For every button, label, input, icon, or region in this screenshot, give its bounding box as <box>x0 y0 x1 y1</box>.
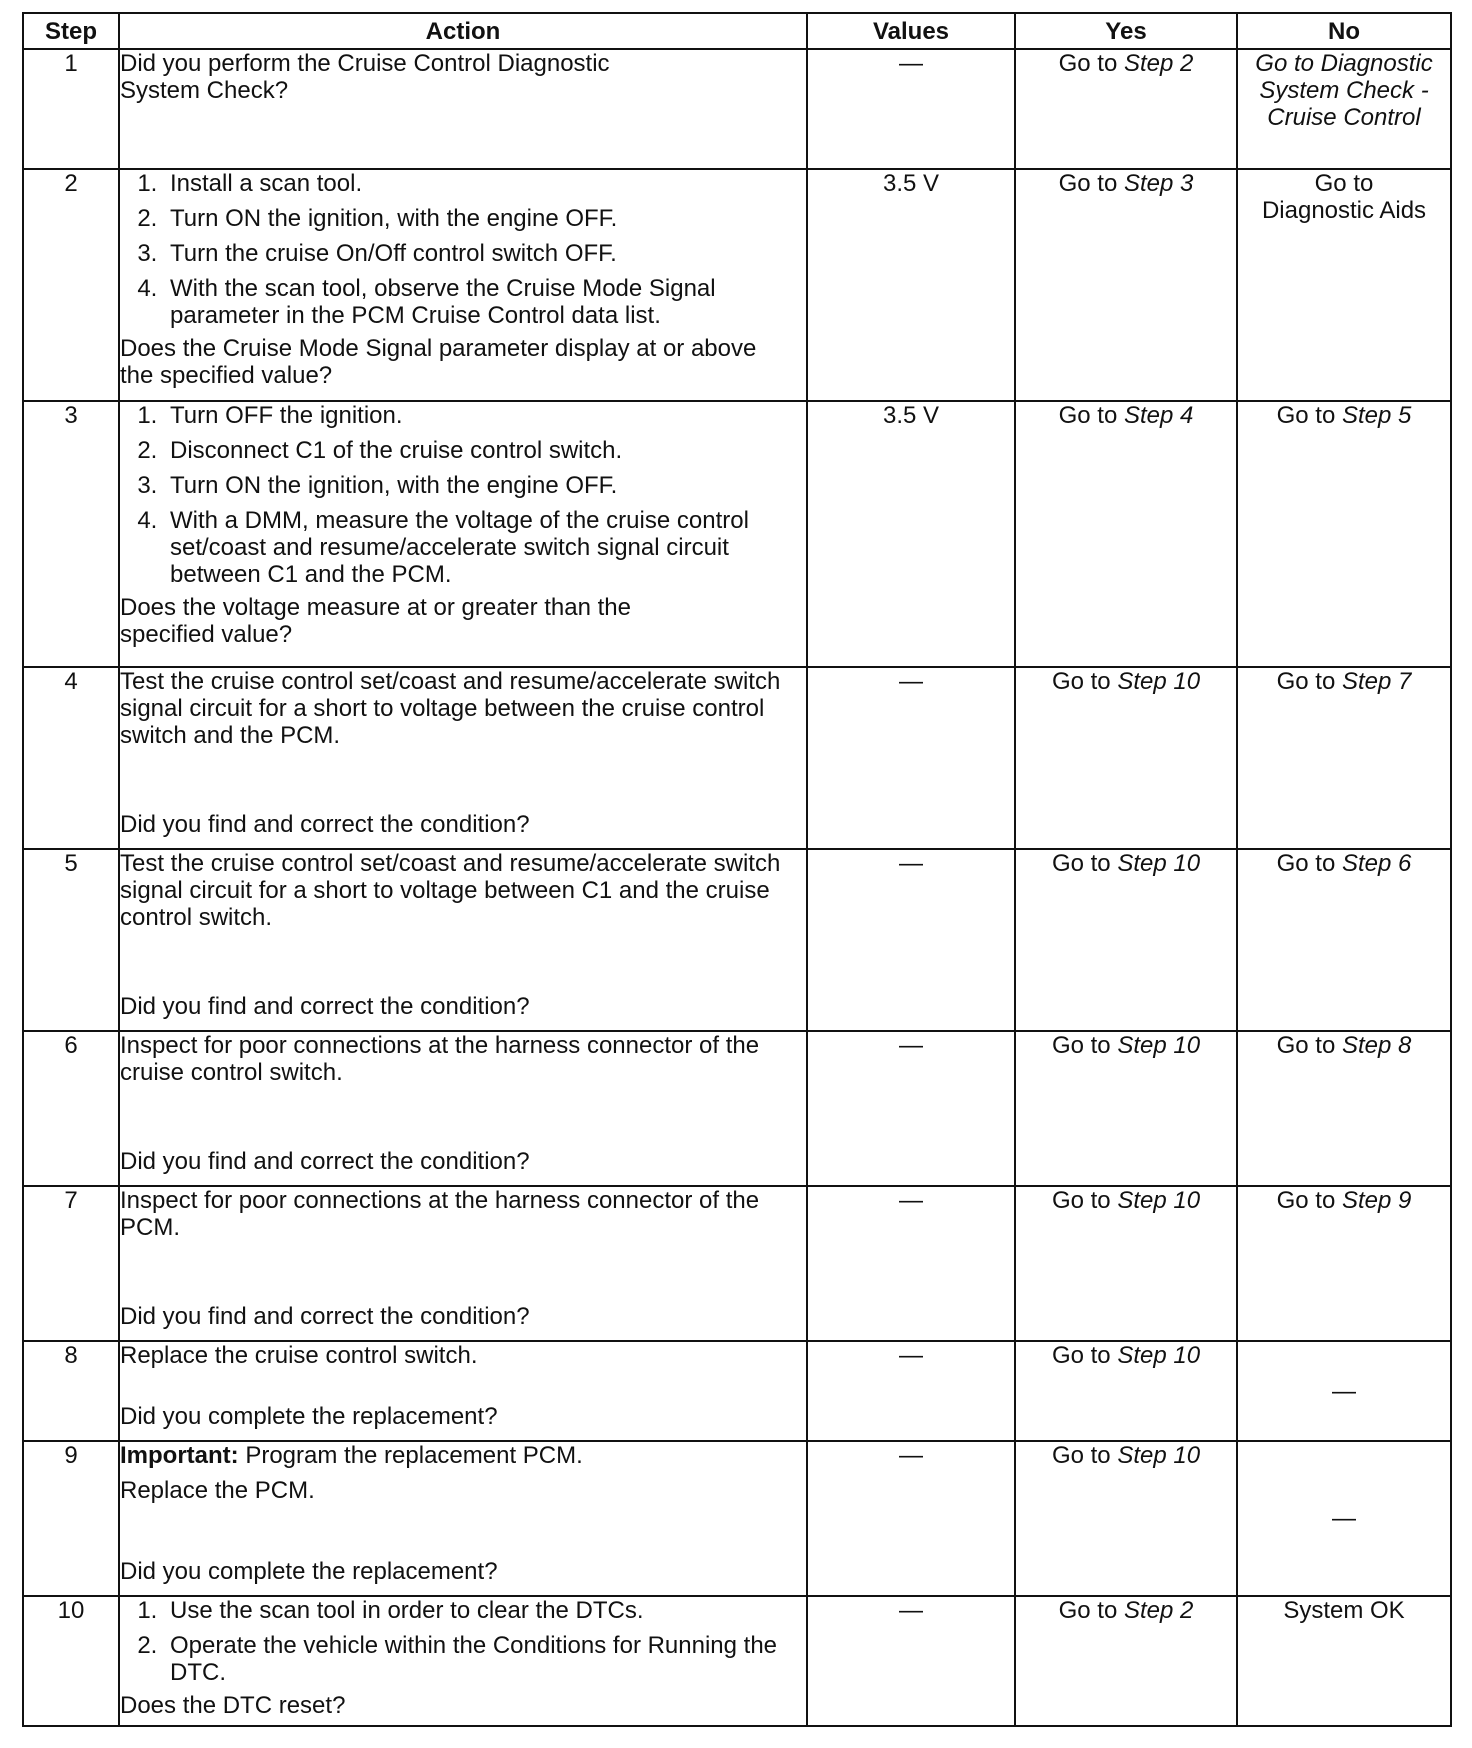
action-question: Did you complete the replacement? <box>120 1558 498 1585</box>
action-question: Does the DTC reset? <box>120 1692 346 1719</box>
yes-cell <box>1015 169 1237 401</box>
action-content <box>120 1187 806 1330</box>
action-text: Test the cruise control set/coast and resume/accelerate switch signal circuit for a short to voltage between C1 and the cruise control switch. <box>120 850 781 931</box>
yes-step-ref: Step 10 <box>1117 1442 1201 1469</box>
action-text: Inspect for poor connections at the harness connector of the cruise control switch. <box>120 1032 760 1086</box>
table-row <box>23 1596 1451 1726</box>
value-cell: 3.5 V <box>807 169 1015 401</box>
action-step: 2. Turn ON the ignition, with the engine OFF. <box>164 205 806 232</box>
table-row <box>23 1441 1451 1596</box>
action-question: Did you find and correct the condition? <box>120 1148 530 1175</box>
yes-cell <box>1015 849 1237 1031</box>
action-steps <box>120 402 806 588</box>
step-number: 8 <box>23 1341 119 1441</box>
no-step-ref: Step 7 <box>1341 668 1412 695</box>
yes-step-ref: Step 2 <box>1123 1597 1194 1624</box>
action-content <box>120 1442 806 1585</box>
action-cell <box>119 667 807 849</box>
go-to-label: Go to <box>1276 850 1336 877</box>
action-question: Does the voltage measure at or greater than the specified value? <box>120 594 631 648</box>
header-yes: Yes <box>1015 13 1237 49</box>
value-cell: — <box>807 1186 1015 1341</box>
action-text: Did you perform the Cruise Control Diagnostic System Check? <box>120 50 610 104</box>
action-question: Did you find and correct the condition? <box>120 993 530 1020</box>
action-cell <box>119 1596 807 1726</box>
yes-step-ref: Step 10 <box>1117 1187 1201 1214</box>
step-number: 6 <box>23 1031 119 1186</box>
go-to-label: Go to <box>1051 1442 1111 1469</box>
no-cell: System OK <box>1237 1596 1451 1726</box>
no-cell <box>1237 1186 1451 1341</box>
table-row <box>23 667 1451 849</box>
no-cell <box>1237 849 1451 1031</box>
yes-step-ref: Step 10 <box>1117 1032 1201 1059</box>
yes-cell <box>1015 1441 1237 1596</box>
action-step: 3. Turn ON the ignition, with the engine OFF. <box>164 472 806 499</box>
no-cell <box>1237 667 1451 849</box>
action-cell <box>119 1186 807 1341</box>
action-content <box>120 850 806 1020</box>
go-to-label: Go to <box>1051 668 1111 695</box>
yes-cell <box>1015 49 1237 169</box>
action-text-block <box>120 1442 806 1504</box>
go-to-label: Go to <box>1276 1032 1336 1059</box>
action-question: Does the Cruise Mode Signal parameter display at or above the specified value? <box>120 335 757 389</box>
action-content <box>120 1342 806 1430</box>
action-text: Test the cruise control set/coast and resume/accelerate switch signal circuit for a short to voltage between the cruise control switch and the PCM. <box>120 668 781 749</box>
action-cell <box>119 169 807 401</box>
action-cell <box>119 1441 807 1596</box>
table-row <box>23 849 1451 1031</box>
go-to-label: Go to <box>1276 668 1336 695</box>
yes-step-ref: Step 2 <box>1123 50 1194 77</box>
yes-step-ref: Step 10 <box>1117 1342 1201 1369</box>
step-number: 5 <box>23 849 119 1031</box>
yes-step-ref: Step 4 <box>1123 402 1194 429</box>
yes-cell <box>1015 1596 1237 1726</box>
yes-step-ref: Step 10 <box>1117 850 1201 877</box>
step-number: 3 <box>23 401 119 667</box>
header-action: Action <box>119 13 807 49</box>
action-step: 4. With the scan tool, observe the Cruise Mode Signal parameter in the PCM Cruise Control data list. <box>164 275 806 329</box>
yes-cell <box>1015 401 1237 667</box>
action-cell <box>119 49 807 169</box>
table-row <box>23 1186 1451 1341</box>
header-row <box>23 13 1451 49</box>
table-row <box>23 1031 1451 1186</box>
yes-step-ref: Step 3 <box>1123 170 1194 197</box>
no-step-ref: Step 6 <box>1341 850 1412 877</box>
header-no: No <box>1237 13 1451 49</box>
go-to-label: Go to <box>1058 1597 1118 1624</box>
go-to-label: Go to <box>1051 1342 1111 1369</box>
action-step: 1. Use the scan tool in order to clear the DTCs. <box>164 1597 806 1624</box>
step-number: 1 <box>23 49 119 169</box>
action-cell <box>119 1341 807 1441</box>
diagnostic-table <box>22 12 1452 1727</box>
go-to-label: Go to <box>1051 1032 1111 1059</box>
action-text: Replace the PCM. <box>120 1477 315 1504</box>
yes-cell <box>1015 1341 1237 1441</box>
go-to-label: Go to <box>1276 402 1336 429</box>
no-step-ref: Step 5 <box>1341 402 1412 429</box>
value-cell: — <box>807 49 1015 169</box>
go-to-label: Go to <box>1276 1187 1336 1214</box>
go-to-label: Go to <box>1058 50 1118 77</box>
action-content <box>120 1032 806 1175</box>
value-cell: 3.5 V <box>807 401 1015 667</box>
action-step: 1. Turn OFF the ignition. <box>164 402 806 429</box>
action-step: 2. Disconnect C1 of the cruise control switch. <box>164 437 806 464</box>
action-question: Did you complete the replacement? <box>120 1403 498 1430</box>
action-question: Did you find and correct the condition? <box>120 1303 530 1330</box>
yes-cell <box>1015 667 1237 849</box>
step-number: 2 <box>23 169 119 401</box>
header-step: Step <box>23 13 119 49</box>
go-to-label: Go to <box>1058 402 1118 429</box>
action-cell <box>119 401 807 667</box>
table-row <box>23 401 1451 667</box>
important-note <box>120 1442 806 1469</box>
action-content <box>120 668 806 838</box>
no-cell: — <box>1237 1441 1451 1596</box>
table-row <box>23 49 1451 169</box>
yes-cell <box>1015 1031 1237 1186</box>
important-text: Program the replacement PCM. <box>238 1442 583 1469</box>
no-line-1: Go to <box>1314 170 1374 197</box>
value-cell: — <box>807 1441 1015 1596</box>
value-cell: — <box>807 1031 1015 1186</box>
action-cell <box>119 849 807 1031</box>
action-step: 1. Install a scan tool. <box>164 170 806 197</box>
yes-cell <box>1015 1186 1237 1341</box>
action-step: 4. With a DMM, measure the voltage of the cruise control set/coast and resume/accelerate switch signal circuit between C1 and the PCM. <box>164 507 806 588</box>
step-number: 10 <box>23 1596 119 1726</box>
value-cell: — <box>807 849 1015 1031</box>
action-question: Did you find and correct the condition? <box>120 811 530 838</box>
yes-step-ref: Step 10 <box>1117 668 1201 695</box>
go-to-label: Go to <box>1058 170 1118 197</box>
action-text: Inspect for poor connections at the harness connector of the PCM. <box>120 1187 760 1241</box>
value-cell: — <box>807 1341 1015 1441</box>
step-number: 4 <box>23 667 119 849</box>
no-cell <box>1237 401 1451 667</box>
no-line-2: Diagnostic Aids <box>1261 197 1427 224</box>
no-cell: — <box>1237 1341 1451 1441</box>
table-row <box>23 169 1451 401</box>
no-step-ref: Step 9 <box>1341 1187 1412 1214</box>
important-label: Important: <box>120 1442 239 1469</box>
action-cell <box>119 1031 807 1186</box>
no-cell <box>1237 1031 1451 1186</box>
value-cell: — <box>807 1596 1015 1726</box>
no-cell: Go to Diagnostic System Check - Cruise Control <box>1237 49 1451 169</box>
action-step: 3. Turn the cruise On/Off control switch OFF. <box>164 240 806 267</box>
no-step-ref: Step 8 <box>1341 1032 1412 1059</box>
action-text: Replace the cruise control switch. <box>120 1342 478 1369</box>
table-row <box>23 1341 1451 1441</box>
value-cell: — <box>807 667 1015 849</box>
action-step: 2. Operate the vehicle within the Conditions for Running the DTC. <box>164 1632 806 1686</box>
go-to-label: Go to <box>1051 850 1111 877</box>
header-values: Values <box>807 13 1015 49</box>
action-steps <box>120 170 806 329</box>
go-to-label: Go to <box>1051 1187 1111 1214</box>
step-number: 7 <box>23 1186 119 1341</box>
action-steps <box>120 1597 806 1686</box>
no-cell <box>1237 169 1451 401</box>
step-number: 9 <box>23 1441 119 1596</box>
